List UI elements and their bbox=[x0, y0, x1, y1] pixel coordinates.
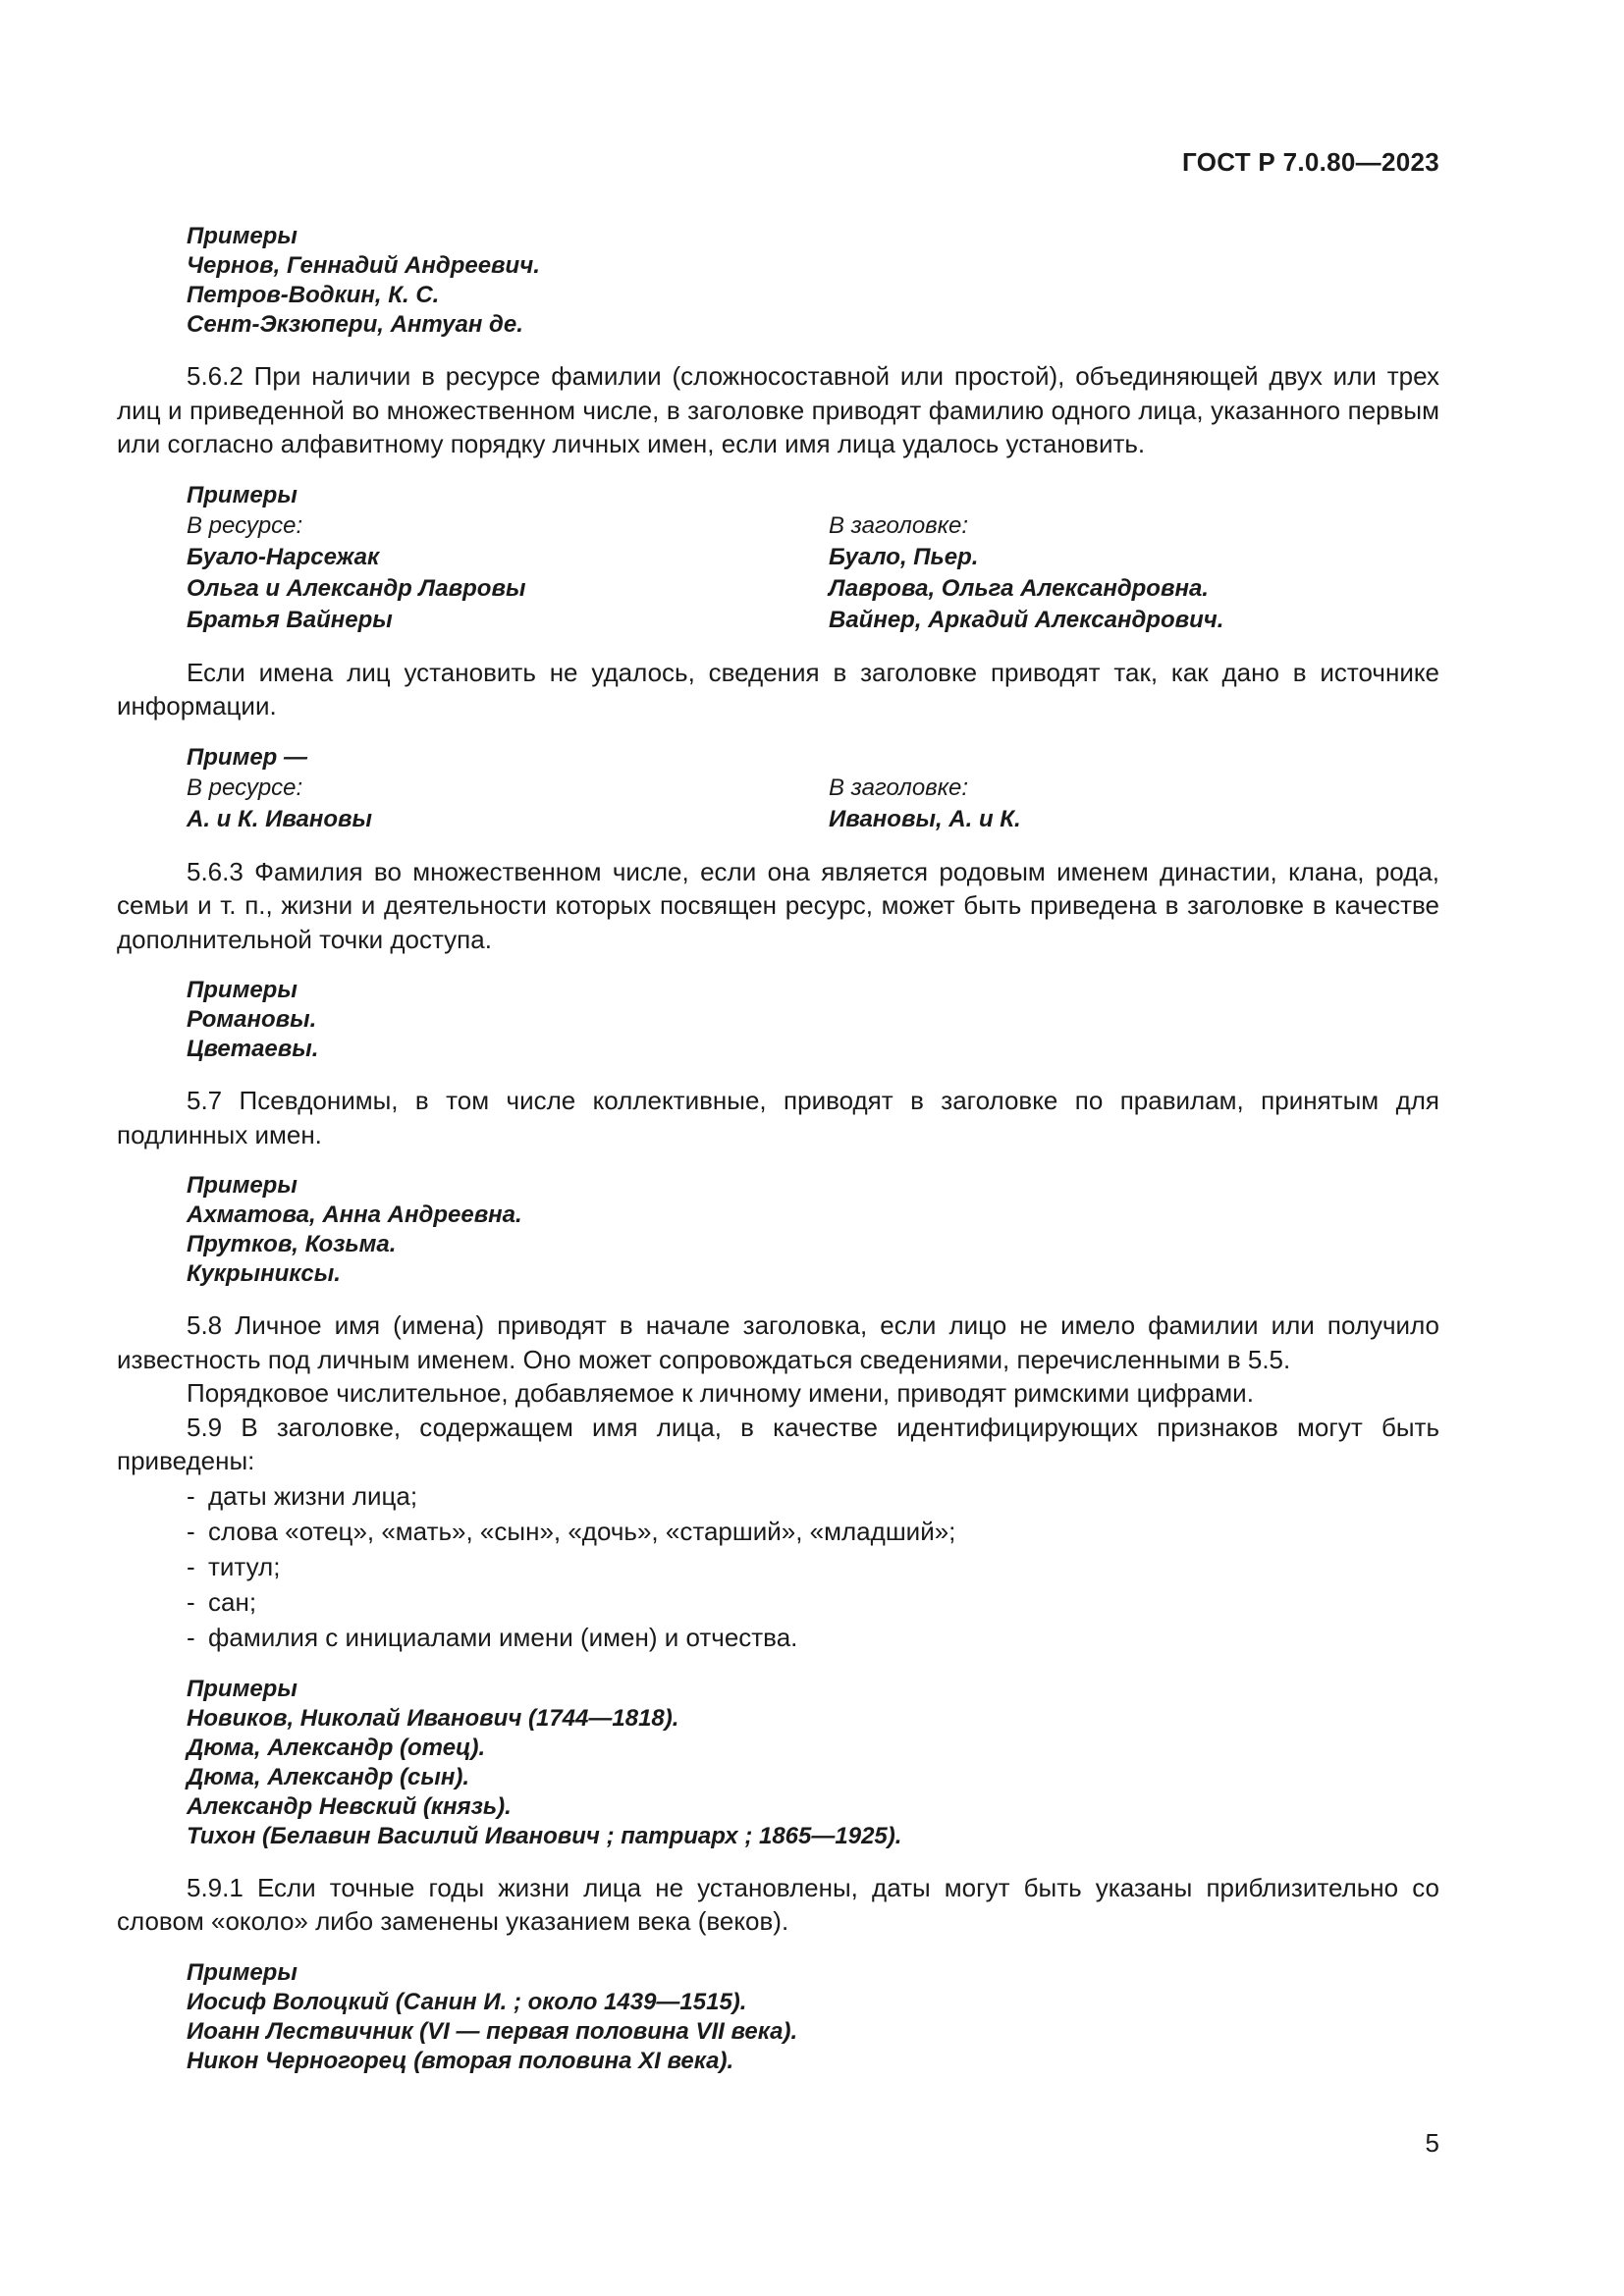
example-resource: Буало-Нарсежак bbox=[187, 543, 380, 570]
list-item: - сан; bbox=[187, 1584, 1439, 1620]
example-heading: Лаврова, Ольга Александровна. bbox=[829, 574, 1209, 602]
paragraph-5-6-3: 5.6.3 Фамилия во множественном числе, если она является родовым именем династии, клана, рода, семьи и т. п., жизни и деятельности которых посвящен ресурс, может быть приведена в заголовке в качестве дополнительной точки доступа. bbox=[117, 856, 1439, 954]
list-item: - слова «отец», «мать», «сын», «дочь», «старший», «младший»; bbox=[187, 1514, 1439, 1549]
list-item: - титул; bbox=[187, 1549, 1439, 1584]
examples-table-2 bbox=[187, 510, 1439, 636]
examples-heading: Примеры bbox=[187, 1172, 298, 1199]
page-number: 5 bbox=[1425, 2128, 1439, 2158]
list-item: - даты жизни лица; bbox=[187, 1478, 1439, 1514]
example-resource: А. и К. Ивановы bbox=[187, 805, 373, 832]
example-item: Дюма, Александр (отец). bbox=[187, 1734, 486, 1761]
examples-heading: Примеры bbox=[187, 223, 298, 249]
example-item: Кукрыниксы. bbox=[187, 1260, 341, 1287]
example-heading: Буало, Пьер. bbox=[829, 543, 979, 570]
example-item: Ахматова, Анна Андреевна. bbox=[187, 1201, 522, 1228]
examples-heading: Примеры bbox=[187, 481, 298, 508]
example-item: Александр Невский (князь). bbox=[187, 1792, 512, 1820]
example-item: Петров-Водкин, К. С. bbox=[187, 282, 440, 308]
examples-block-6 bbox=[187, 1675, 1439, 1851]
paragraph-5-9: 5.9 В заголовке, содержащем имя лица, в качестве идентифицирующих признаков могут быть приведены: bbox=[117, 1412, 1439, 1475]
column-label-resource: В ресурсе: bbox=[187, 511, 303, 539]
examples-table-3 bbox=[187, 773, 1439, 835]
example-item: Сент-Экзюпери, Антуан де. bbox=[187, 311, 523, 338]
examples-block-7 bbox=[187, 1958, 1439, 2076]
example-item: Иосиф Волоцкий (Санин И. ; около 1439—1515). bbox=[187, 1988, 747, 2015]
example-item: Никон Черногорец (вторая половина XI века). bbox=[187, 2047, 734, 2074]
examples-block-5 bbox=[187, 1171, 1439, 1289]
example-item: Романовы. bbox=[187, 1006, 317, 1033]
examples-block-1 bbox=[187, 222, 1439, 340]
column-label-heading: В заголовке: bbox=[829, 774, 969, 801]
example-heading: Ивановы, А. и К. bbox=[829, 805, 1021, 832]
examples-heading: Примеры bbox=[187, 1675, 298, 1702]
identifying-features-list bbox=[187, 1478, 1439, 1655]
example-heading: Вайнер, Аркадий Александрович. bbox=[829, 606, 1224, 633]
paragraph-5-9-1: 5.9.1 Если точные годы жизни лица не установлены, даты могут быть указаны приблизительно со словом «около» либо заменены указанием века (веков). bbox=[117, 1872, 1439, 1936]
example-item: Тихон (Белавин Василий Иванович ; патриарх ; 1865—1925). bbox=[187, 1822, 902, 1849]
paragraph-5-7: 5.7 Псевдонимы, в том числе коллективные, приводят в заголовке по правилам, принятым для подлинных имен. bbox=[117, 1086, 1439, 1149]
paragraph-5-8-ordinal: Порядковое числительное, добавляемое к личному имени, приводят римскими цифрами. bbox=[187, 1378, 1254, 1408]
paragraph-5-6-2: 5.6.2 При наличии в ресурсе фамилии (сложносоставной или простой), объединяющей двух или трех лиц и приведенной во множественном числе, в заголовке приводят фамилию одного лица, указанного первым или согласно алфавитному порядку личных имен, если имя лица удалось установить. bbox=[117, 361, 1439, 458]
column-label-resource: В ресурсе: bbox=[187, 774, 303, 801]
examples-heading: Примеры bbox=[187, 977, 298, 1003]
example-item: Чернов, Геннадий Андреевич. bbox=[187, 252, 540, 279]
examples-heading: Примеры bbox=[187, 1958, 298, 1986]
examples-block-4 bbox=[187, 976, 1439, 1064]
document-header: ГОСТ Р 7.0.80—2023 bbox=[1182, 147, 1439, 177]
example-item: Иоанн Лествичник (VI — первая половина VII века). bbox=[187, 2017, 798, 2045]
example-item: Прутков, Козьма. bbox=[187, 1231, 397, 1257]
example-resource: Братья Вайнеры bbox=[187, 606, 393, 633]
list-item: - фамилия с инициалами имени (имен) и отчества. bbox=[187, 1620, 1439, 1655]
document-body bbox=[117, 222, 1439, 2076]
paragraph-names-unknown: Если имена лиц установить не удалось, сведения в заголовке приводят так, как дано в источнике информации. bbox=[117, 657, 1439, 721]
column-label-heading: В заголовке: bbox=[829, 511, 969, 539]
example-resource: Ольга и Александр Лавровы bbox=[187, 574, 526, 602]
example-item: Новиков, Николай Иванович (1744—1818). bbox=[187, 1704, 679, 1732]
example-item: Цветаевы. bbox=[187, 1036, 319, 1062]
document-page bbox=[117, 0, 1439, 2296]
example-heading: Пример — bbox=[187, 743, 308, 771]
paragraph-5-8: 5.8 Личное имя (имена) приводят в начале заголовка, если лицо не имело фамилии или получило известность под личным именем. Оно может сопровождаться сведениями, перечисленными в 5.5. bbox=[117, 1310, 1439, 1374]
example-item: Дюма, Александр (сын). bbox=[187, 1763, 470, 1790]
